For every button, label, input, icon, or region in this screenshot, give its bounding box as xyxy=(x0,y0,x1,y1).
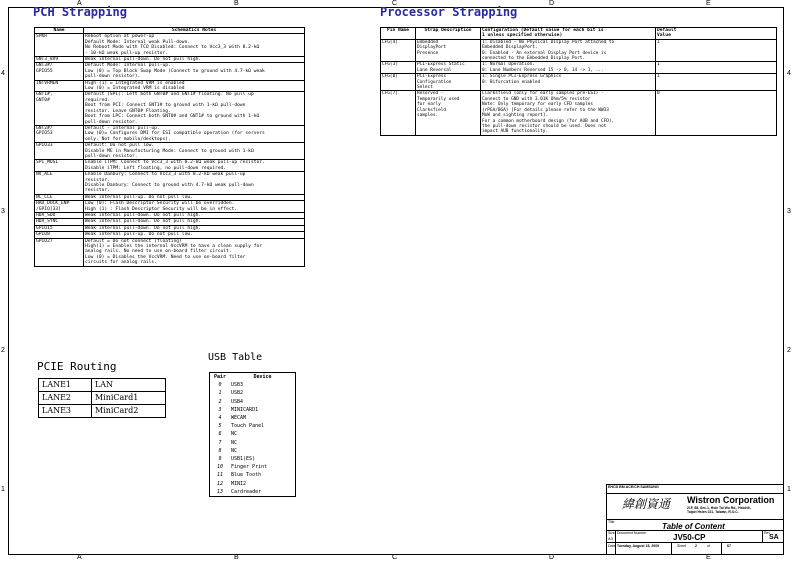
pch-strap-notes: Low (0): Flash Descriptor Security will be overridden. High (1) : Flash Descriptor Security will be in effect. xyxy=(84,201,305,213)
grid-row-right-3: 3 xyxy=(787,208,791,215)
date-value: Tuesday, August 18, 2009 xyxy=(617,544,660,548)
grid-col-bottom-a: A xyxy=(77,554,82,561)
pcie-device: MiniCard2 xyxy=(91,405,165,418)
usb-row xyxy=(210,430,296,438)
usb-device: Cardreader xyxy=(231,488,262,495)
pch-strap-notes: Enable iTPM: Connect to Vcc3_3 with 8.2-kΩ weak pull-up resistor. Disable iTPM: Left floating, no pull-down required. xyxy=(84,160,305,172)
processor-default-value: 0 xyxy=(656,91,777,135)
pch-strap-name: HDA_SYNC xyxy=(35,219,84,225)
processor-row xyxy=(381,91,777,135)
grid-col-bottom-b: B xyxy=(234,554,239,561)
processor-pin-name: CFG[0] xyxy=(381,74,416,91)
title-block xyxy=(606,484,784,555)
usb-pair-number: 1 xyxy=(218,390,222,397)
usb-device: USB4 xyxy=(231,398,244,405)
pch-row xyxy=(35,201,305,213)
sheet-total: 67 xyxy=(727,544,731,548)
usb-device: NC xyxy=(231,447,238,454)
usb-table xyxy=(209,372,296,497)
pcie-lane: LANE2 xyxy=(39,392,92,405)
usb-row xyxy=(210,471,296,479)
usb-device: Touch Panel xyxy=(231,423,265,430)
pch-row xyxy=(35,172,305,195)
pcie-routing-table xyxy=(38,378,166,418)
usb-device: USB1(ES) xyxy=(231,456,256,463)
pch-strap-name: NC_CLE xyxy=(35,194,84,200)
processor-strap-description: PCI-Express Configuration Select xyxy=(416,74,481,91)
processor-configuration: 1: Disabled - No Physical Display Port attached to Embedded DisplayPort. 0: Enabled - An external Display Port device is connected to the Embedded Display Port. xyxy=(481,39,656,62)
processor-strap-description: Reserved - Temporarily used for early Clarksfield samples. xyxy=(416,91,481,135)
grid-col-top-d: D xyxy=(549,0,555,7)
processor-title: Processor Strapping xyxy=(380,5,518,19)
usb-row xyxy=(210,488,296,497)
document-number-label: Document Number xyxy=(617,531,647,535)
usb-pair-number: 12 xyxy=(216,480,224,487)
processor-pin-name: CFG[4] xyxy=(381,39,416,62)
usb-device: USB2 xyxy=(231,390,244,397)
pcie-title: PCIE Routing xyxy=(37,360,117,373)
usb-row xyxy=(210,455,296,463)
proc-header-pin: Pin Name xyxy=(381,28,416,40)
pch-strap-notes: Weak internal pull-down. Do not pull high. xyxy=(84,213,305,219)
processor-strap-description: PCI-Express Static Lane Reversal xyxy=(416,62,481,74)
rev-label: Rev xyxy=(764,531,771,535)
pch-strap-name: GPIO27 xyxy=(35,238,84,266)
usb-header-device: Device xyxy=(253,374,272,380)
processor-default-value: 1 xyxy=(656,74,777,91)
usb-pair-number: 3 xyxy=(218,406,222,413)
usb-pair-number: 8 xyxy=(218,447,222,454)
usb-pair-number: 7 xyxy=(218,439,222,446)
usb-row xyxy=(210,480,296,488)
date-label: Date xyxy=(608,544,616,548)
usb-pair-number: 11 xyxy=(216,472,224,479)
pch-row xyxy=(35,238,305,266)
pch-row xyxy=(35,63,305,80)
processor-row xyxy=(381,39,777,62)
usb-device: NC xyxy=(231,431,238,438)
pch-header-notes: Schematics Notes xyxy=(84,28,305,34)
title-block-header: EHCD BM ACE/CH SAMSUNG xyxy=(608,485,659,489)
pch-strap-name: HDA_SDO xyxy=(35,213,84,219)
grid-col-bottom-e: E xyxy=(706,554,711,561)
size-label: Size xyxy=(608,531,615,535)
pch-strap-name: SPI_MOSI xyxy=(35,160,84,172)
title-label: Title xyxy=(608,520,615,524)
usb-header-pair: Pair xyxy=(213,374,227,380)
usb-pair-number: 6 xyxy=(218,431,222,438)
pch-strapping-table xyxy=(34,27,305,267)
pch-strap-notes: Default: Do not pull low. Disable ME in Manufacturing Mode: Connect to ground with 1-kΩ pull-down resistor. xyxy=(84,143,305,160)
pcie-device: LAN xyxy=(91,379,165,392)
processor-pin-name: CFG[3] xyxy=(381,62,416,74)
pch-strap-notes: Weak internal pull-down. Do not pull high. xyxy=(84,225,305,231)
sheet-number: 2 xyxy=(695,544,697,548)
grid-col-top-c: C xyxy=(392,0,398,7)
company-chinese-name: 緯創資通 xyxy=(622,497,671,511)
grid-col-top-a: A xyxy=(77,0,82,7)
processor-default-value: 1 xyxy=(656,39,777,62)
usb-device: Blue Tooth xyxy=(231,472,262,479)
pch-strap-name: NV_ALE xyxy=(35,172,84,195)
grid-row-right-2: 2 xyxy=(787,347,791,354)
of-label: of xyxy=(707,544,710,548)
pch-title: PCH Strapping xyxy=(33,5,127,19)
usb-device: WECAM xyxy=(231,415,247,422)
sheet-label: Sheet xyxy=(677,544,687,548)
pch-strap-name: INTVRMEN xyxy=(35,80,84,92)
grid-row-right-4: 4 xyxy=(787,70,791,77)
pch-strap-notes: Enable Danbury: Connect to Vcc3_3 with 8.2-kΩ weak pull-up resistor. Disable Danbury: Connect to ground with 4.7-kΩ weak pull-down resistor. xyxy=(84,172,305,195)
usb-pair-number: 9 xyxy=(218,456,222,463)
processor-configuration: 1: Normal Operation. 0: Lane Numbers Reversed 15 -> 0, 14 -> 1, ... xyxy=(481,62,656,74)
pch-header-name: Name xyxy=(35,28,84,34)
grid-col-top-b: B xyxy=(234,0,239,7)
usb-pair-number: 10 xyxy=(216,464,224,471)
grid-row-right-1: 1 xyxy=(787,486,791,493)
usb-device: Finger Print xyxy=(231,464,268,471)
processor-configuration: Clarksfield (only for early samples pre-ES1) - Connect to GND with 3.01K Ohm/5% resistor Note: Only temporary for early CFD samples (rPGA/BGA) [For details please refer to the WW33 MoW and sighting report]. For a common motherboard design (for AUB and CFD), the pull-down resistor should be used. Does not impact AUB functionality. xyxy=(481,91,656,135)
pch-row xyxy=(35,34,305,57)
processor-pin-name: CFG[7] xyxy=(381,91,416,135)
pch-row xyxy=(35,143,305,160)
document-number: JV50-CP xyxy=(673,533,706,542)
pch-strap-notes: Weak internal pull-down. Do not pull high. xyxy=(84,219,305,225)
usb-title: USB Table xyxy=(208,352,263,363)
usb-pair-number: 13 xyxy=(216,488,224,495)
pcie-row xyxy=(39,379,166,392)
grid-row-left-1: 1 xyxy=(1,486,5,493)
usb-row xyxy=(210,463,296,471)
pch-row xyxy=(35,92,305,125)
grid-row-left-4: 4 xyxy=(1,70,5,77)
proc-header-value: Default Value xyxy=(656,28,777,40)
pch-strap-name: HAD_DOCK_EN# /GPIO[33] xyxy=(35,201,84,213)
usb-pair-number: 4 xyxy=(218,415,222,422)
pch-row xyxy=(35,125,305,142)
grid-col-bottom-d: D xyxy=(549,554,555,561)
usb-row xyxy=(210,414,296,422)
processor-row xyxy=(381,74,777,91)
grid-col-top-e: E xyxy=(706,0,711,7)
usb-row xyxy=(210,398,296,406)
pch-strap-name: GNT3_8V9 xyxy=(35,57,84,63)
pcie-lane: LANE1 xyxy=(39,379,92,392)
usb-row xyxy=(210,389,296,397)
rev-value: SA xyxy=(769,534,779,541)
grid-col-bottom-c: C xyxy=(392,554,398,561)
pch-strap-name: SPKR xyxy=(35,34,84,57)
usb-row xyxy=(210,406,296,414)
pch-strap-notes: Default (SPI): Left both GNT0# and GNT1# floating. No pull up required. Boot from PCI: Connect GNT1# to ground with 1-kΩ pull-down resistor. Leave GNT0# Floating. Boot from LPC: Connect both GNT0# and GNT1# to ground with 1-kΩ pull-down resistor. xyxy=(84,92,305,125)
processor-row xyxy=(381,62,777,74)
pch-strap-name: GNT3#/ GPIO55 xyxy=(35,63,84,80)
pcie-row xyxy=(39,392,166,405)
usb-pair-number: 2 xyxy=(218,398,222,405)
pch-strap-name: GPIO15 xyxy=(35,225,84,231)
usb-row xyxy=(210,447,296,455)
grid-row-left-2: 2 xyxy=(1,347,5,354)
pcie-row xyxy=(39,405,166,418)
processor-strap-description: Embedded DisplayPort Presence xyxy=(416,39,481,62)
pch-strap-notes: Weak internal pull-up. Do not pull low. xyxy=(84,232,305,238)
pch-row xyxy=(35,160,305,172)
pch-strap-name: GPIO33 xyxy=(35,143,84,160)
processor-strapping-table xyxy=(380,27,777,136)
pch-strap-name: GPIO8 xyxy=(35,232,84,238)
pch-strap-name: GNT1#, GNT0# xyxy=(35,92,84,125)
usb-device: USB3 xyxy=(231,382,244,389)
pch-strap-name: GNT2#/ GPIO53 xyxy=(35,125,84,142)
pch-strap-notes: Default - Internal pull-up. Low (0)= Configures DMI for ESI compatible operation (for servers only. Not for mobile/desktops). xyxy=(84,125,305,142)
processor-configuration: 1: Single PCI-Express Graphics 0: Bifurcation enabled xyxy=(481,74,656,91)
usb-row xyxy=(210,422,296,430)
pch-row xyxy=(35,80,305,92)
usb-pair-number: 5 xyxy=(218,423,222,430)
usb-device: MINI2 xyxy=(231,480,247,487)
company-name: Wistron Corporation xyxy=(687,495,775,505)
proc-header-desc: Strap Description xyxy=(416,28,481,40)
usb-device: NC xyxy=(231,439,238,446)
usb-pair-number: 0 xyxy=(218,382,222,389)
pcie-device: MiniCard1 xyxy=(91,392,165,405)
pch-strap-notes: Weak internal pull-up. Do not pull low. xyxy=(84,194,305,200)
proc-header-config: Configuration (Default value for each bit is 1 unless specified otherwise) xyxy=(481,28,656,40)
pch-strap-notes: Weak internal pull-down. Do not pull high. xyxy=(84,57,305,63)
usb-row xyxy=(210,381,296,389)
pcie-lane: LANE3 xyxy=(39,405,92,418)
pch-strap-notes: Default = Do not connect (floating) High(1) = Enables the internal VccVRM to have a clean supply for analog rails. No need to use on-board filter circuit. Low (0) = Disables the VccVRM. Need to use on-board filter circuits for analog rails. xyxy=(84,238,305,266)
size-value: A3 xyxy=(608,536,613,541)
company-address: 21F, 88, Sec.1, Hsin Tai Wu Rd., Hsichih, Taipei Hsien 221, Taiwan, R.O.C. xyxy=(687,506,752,514)
sheet-title: Table of Content xyxy=(662,522,725,531)
pch-strap-notes: Reboot option at power-up Default Mode: Internal weak Pull-down. No Reboot Mode with TCO Disabled: Connect to Vcc3_3 with 8.2-kΩ - 10-kΩ weak pull-up resistor. xyxy=(84,34,305,57)
usb-row xyxy=(210,439,296,447)
usb-device: MINICARD1 xyxy=(231,406,259,413)
grid-row-left-3: 3 xyxy=(1,208,5,215)
pch-strap-notes: High (1) = Integrated VRM is enabled Low (0) = Integrated VRM is disabled xyxy=(84,80,305,92)
pch-strap-notes: Default Mode: Internal pull-up. Low (0) = Top Block Swap Mode (Connect to ground with 4.7-kΩ weak pull-down resistor). xyxy=(84,63,305,80)
processor-default-value: 1 xyxy=(656,62,777,74)
